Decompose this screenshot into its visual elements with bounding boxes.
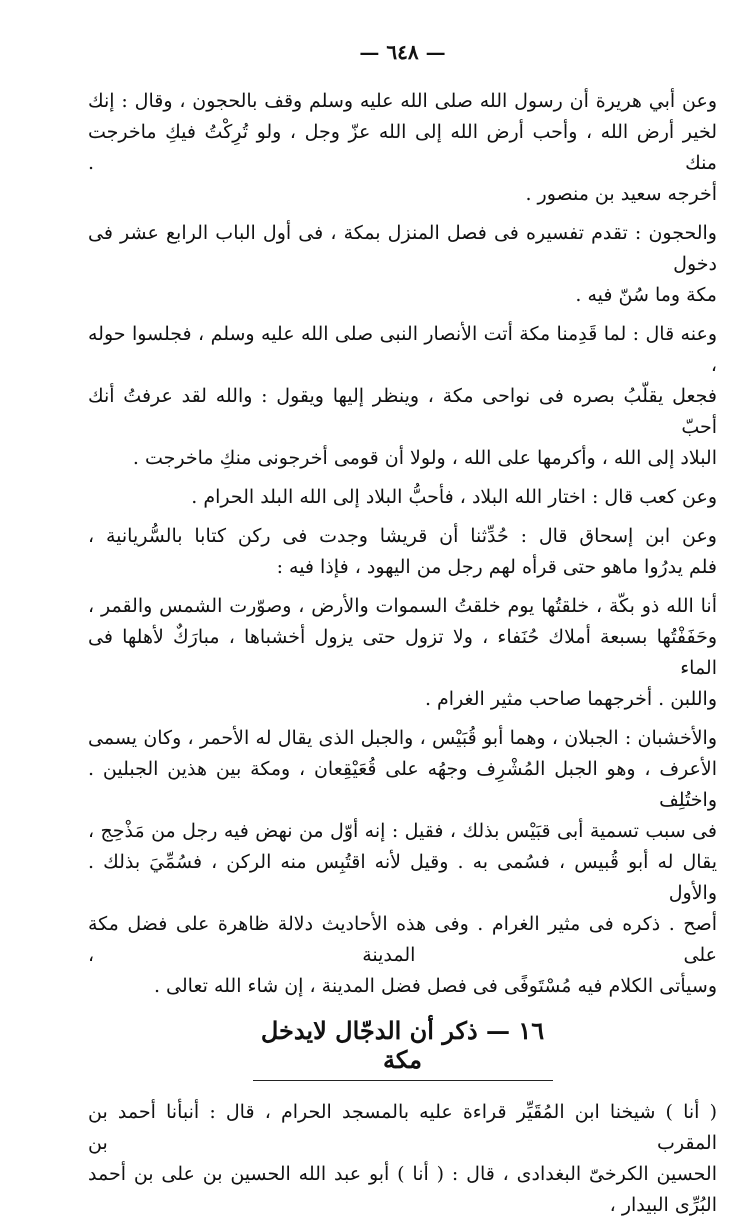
text-line: ( أنا ) شيخنا ابن المُقَيِّر قراءة عليه بالمسجد الحرام ، قال : أنبأنا أحمد بن المقرب بن (88, 1101, 717, 1154)
text-line: الحسين الكرخىّ البغدادى ، قال : ( أنا ) أبو عبد الله الحسين بن على بن أحمد البُرِّى البيدار ، (88, 1163, 717, 1216)
text-line: وحَفَفْتُها بسبعة أملاك حُنَفاء ، ولا تزول حتى يزول أخشباها ، مبارَكٌ لأهلها فى الماء (88, 626, 717, 679)
text-line: وعن ابن إسحاق قال : حُدِّثنا أن قريشا وجدت فى ركن كتابا بالسُّريانية ، (88, 525, 717, 547)
paragraph (88, 218, 717, 311)
body-text (88, 86, 717, 1002)
text-line: أصح . ذكره فى مثير الغرام . وفى هذه الأحاديث دلالة ظاهرة على فضل مكة على المدينة ، (88, 913, 717, 966)
section-heading: ١٦ — ذكر أن الدجّال لايدخل مكة (253, 1016, 553, 1081)
text-line: والحجون : تقدم تفسيره فى فصل المنزل بمكة ، فى أول الباب الرابع عشر فى دخول (88, 222, 717, 275)
closing-paragraph (88, 1097, 717, 1221)
text-line: وعنه قال : لما قَدِمنا مكة أتت الأنصار النبى صلى الله عليه وسلم ، فجلسوا حوله ، (88, 323, 717, 376)
text-line: فجعل يقلّبُ بصره فى نواحى مكة ، وينظر إليها ويقول : والله لقد عرفتُ أنك أحبّ (88, 385, 717, 438)
text-line: البلاد إلى الله ، وأكرمها على الله ، ولولا أن قومى أخرجونى منكِ ماخرجت . (132, 447, 717, 469)
paragraph (88, 521, 717, 583)
text-line: يقال له أبو قُبيس ، فسُمى به . وقيل لأنه اقتُبِس منه الركن ، فسُمِّيَ بذلك . والأول (88, 851, 717, 904)
text-line: فلم يدرُوا ماهو حتى قرأه لهم رجل من اليهود ، فإذا فيه : (276, 556, 717, 578)
text-line: مكة وما سُنّ فيه . (575, 284, 717, 306)
text-line: أنا الله ذو بكّة ، خلقتُها يوم خلقتُ السموات والأرض ، وصوّرت الشمس والقمر ، (88, 595, 717, 617)
paragraph (88, 319, 717, 474)
paragraph (88, 86, 717, 210)
text-line: واللبن . أخرجهما صاحب مثير الغرام . (424, 688, 717, 710)
document-page (88, 40, 717, 1216)
text-line: وسيأتى الكلام فيه مُسْتَوفًى فى فصل فضل المدينة ، إن شاء الله تعالى . (153, 975, 717, 997)
text-line: وعن أبي هريرة أن رسول الله صلى الله عليه وسلم وقف بالحجون ، وقال : إنك (88, 90, 717, 112)
text-line: فى سبب تسمية أبى قبَيْس بذلك ، فقيل : إنه أوّل من نهض فيه رجل من مَذْحِج ، (88, 820, 717, 842)
text-line: والأخشبان : الجبلان ، وهما أبو قُبَيْس ، والجبل الذى يقال له الأحمر ، وكان يسمى (88, 727, 717, 749)
text-line: الأعرف ، وهو الجبل المُشْرِف وجهُه على قُعَيْقِعان ، ومكة بين هذين الجبلين . واختُلِف (88, 758, 717, 811)
text-line: وعن كعب قال : اختار الله البلاد ، فأحبُّ البلاد إلى الله البلد الحرام . (191, 486, 717, 508)
text-line: أخرجه سعيد بن منصور . (525, 183, 717, 205)
paragraph (88, 591, 717, 715)
text-line: لخير أرض الله ، وأحب أرض الله إلى الله عزّ وجل ، ولو تُرِكْتُ فيكِ ماخرجت منك . (88, 121, 717, 174)
paragraph (88, 1097, 717, 1221)
paragraph (88, 482, 717, 513)
page-number: — ٦٤٨ — (359, 40, 446, 64)
paragraph (88, 723, 717, 1002)
